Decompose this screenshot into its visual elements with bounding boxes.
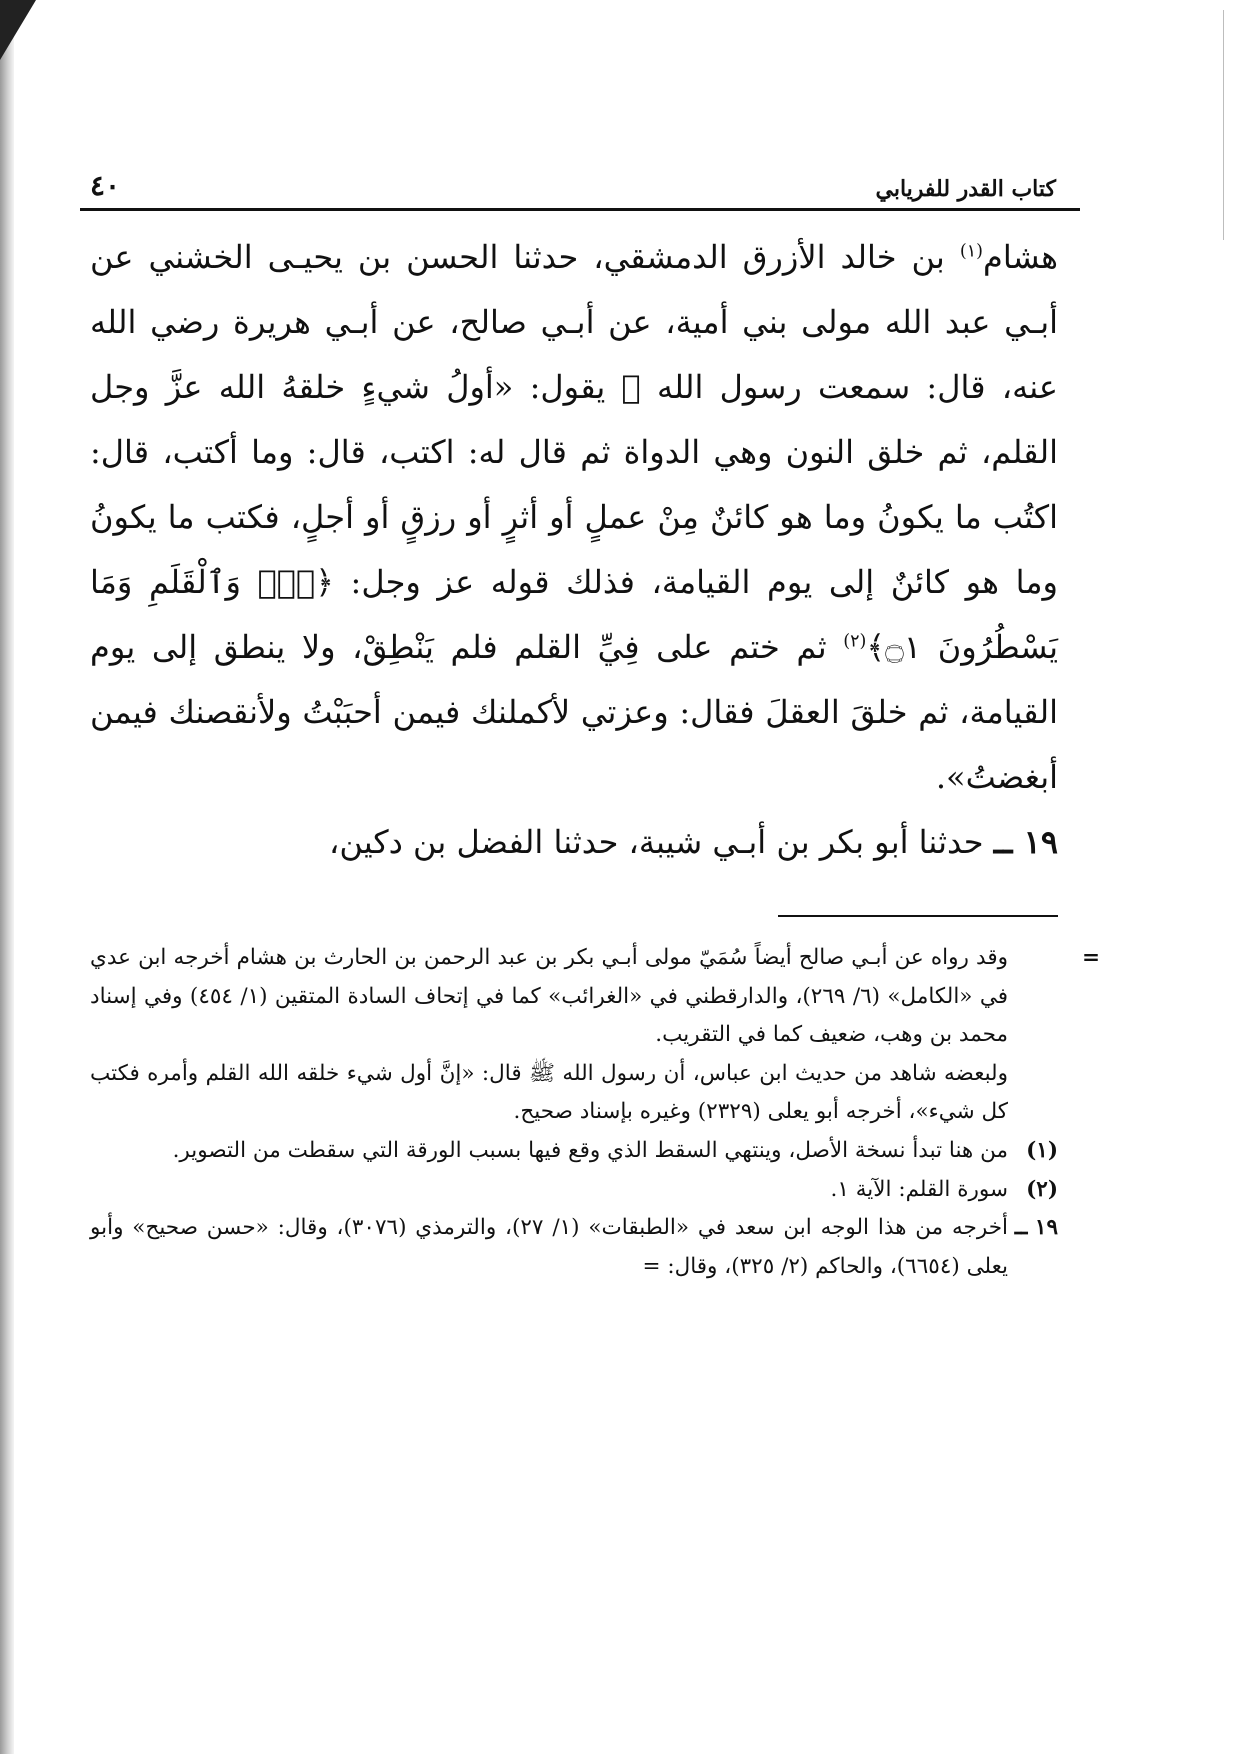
scan-shadow-edge <box>0 0 14 1754</box>
footnote-divider <box>778 915 1058 917</box>
scan-margin-line <box>1223 10 1224 240</box>
footnote-continued-text: وقد رواه عن أبـي صالح أيضاً سُمَيّ مولى أبـي بكر بن عبد الرحمن بن الحارث بن هشام أخرجه ابن عدي في «الكامل» (٦/ ٢٦٩)، والدارقطني في «الغرائب» كما في إتحاف السادة المتقين (١/ ٤٥٤) وفي إسناد محمد بن وهب، ضعيف كما في التقريب. <box>90 945 1009 1048</box>
footnote-text: من هنا تبدأ نسخة الأصل، وينتهي السقط الذي وقع فيها بسبب الورقة التي سقطت من التصوير. <box>172 1137 1008 1163</box>
footnote-2 <box>90 1171 1058 1210</box>
page-number: ٤٠ <box>90 169 121 202</box>
paragraph-text-continued: ثم ختم على فِيِّ القلم فلم يَنْطِقْ، ولا ينطق إلى يوم القيامة، ثم خلقَ العقلَ فقال: وعزتي لأكملنك فيمن أحبَبْتُ ولأنقصنك فيمن أبغضتُ». <box>90 628 1059 796</box>
footnote-19 <box>90 1209 1058 1286</box>
continuation-mark: = <box>1081 945 1100 970</box>
footnote-number: (٢) <box>1026 1176 1058 1202</box>
paragraph-lead: هشام <box>983 238 1058 276</box>
footnote-ref-2: (٢) <box>843 631 867 652</box>
footnote-text: أخرجه من هذا الوجه ابن سعد في «الطبقات» (١/ ٢٧)، والترمذي (٣٠٧٦)، وقال: «حسن صحيح» وأبو يعلى (٦٦٥٤)، والحاكم (٢/ ٣٢٥)، وقال: = <box>90 1215 1008 1279</box>
footnote-continued <box>90 939 1100 1055</box>
hadith-paragraph-18 <box>90 225 1058 810</box>
footnote-ref-1: (١) <box>959 241 984 262</box>
book-page <box>80 150 1100 1286</box>
header-rule <box>80 208 1080 211</box>
paragraph-text: بن خالد الأزرق الدمشقي، حدثنا الحسن بن يحيـى الخشني عن أبـي عبد الله مولى بني أمية، عن أبـي صالح، عن أبـي هريرة رضي الله عنه، قال: سمعت رسول الله ﷺ يقول: «أولُ شيءٍ خلقهُ الله عزَّ وجل القلم، ثم خلق النون وهي الدواة ثم قال له: اكتب، قال: وما أكتب، قال: اكتُب ما يكونُ وما هو كائنٌ مِنْ عملٍ أو أثرٍ أو رزقٍ أو أجلٍ، فكتب ما يكونُ وما هو كائنٌ إلى يوم القيامة، فذلك قوله عز وجل: ﴿نٓۚ وَٱلْقَلَمِ وَمَا يَسْطُرُونَ ۝١﴾ <box>90 238 1059 666</box>
footnote-witness: ولبعضه شاهد من حديث ابن عباس، أن رسول الله ﷺ قال: «إنَّ أول شيء خلقه الله القلم وأمره فكتب كل شيء»، أخرجه أبو يعلى (٢٣٢٩) وغيره بإسناد صحيح. <box>90 1060 1008 1125</box>
footnote-number: ١٩ ــ <box>1014 1215 1058 1241</box>
hadith-number: ١٩ ــ <box>993 823 1058 861</box>
footnote-text: سورة القلم: الآية ١. <box>830 1176 1008 1202</box>
main-text <box>90 225 1058 875</box>
running-title: كتاب القدر للفريابي <box>875 176 1056 202</box>
scan-corner-mark <box>0 0 36 60</box>
footnote-1 <box>90 1132 1058 1171</box>
footnotes <box>90 939 1100 1286</box>
paragraph-text: حدثنا أبو بكر بن أبـي شيبة، حدثنا الفضل بن دكين، <box>329 823 994 861</box>
hadith-paragraph-19 <box>90 810 1058 875</box>
footnote-number: (١) <box>1026 1137 1058 1163</box>
running-header <box>80 150 1080 202</box>
